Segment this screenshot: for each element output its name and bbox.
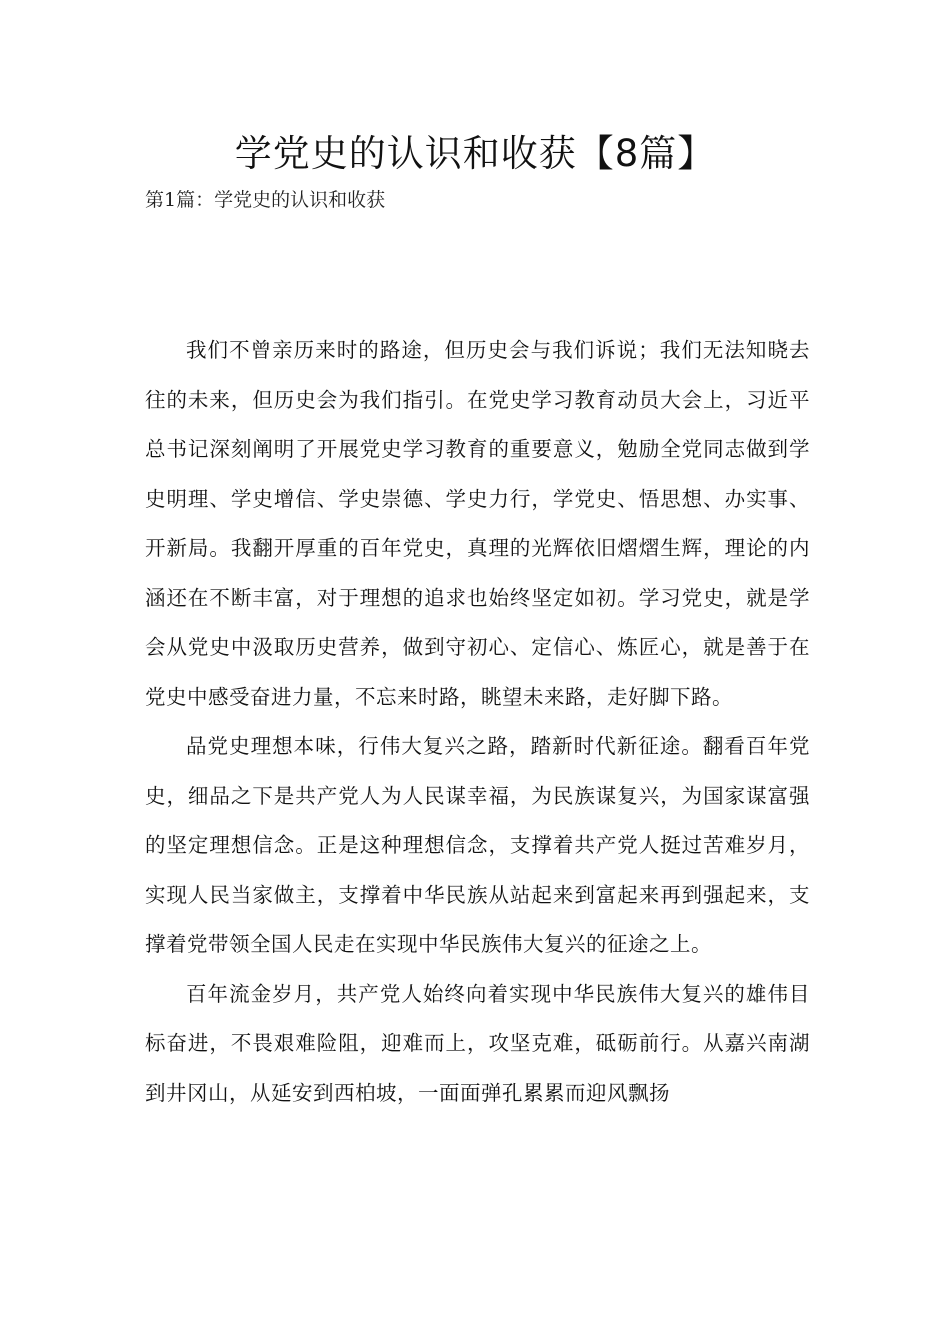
paragraph: 我们不曾亲历来时的路途，但历史会与我们诉说；我们无法知晓去往的未来，但历史会为我们指引。在党史学习教育动员大会上，习近平总书记深刻阐明了开展党史学习教育的重要意义，勉励全党同志做到学史明理、学史增信、学史崇德、学史力行，学党史、悟思想、办实事、开新局。我翻开厚重的百年党史，真理的光辉依旧熠熠生辉，理论的内涵还在不断丰富，对于理想的追求也始终坚定如初。学习党史，就是学会从党史中汲取历史营养，做到守初心、定信心、炼匠心，就是善于在党史中感受奋进力量，不忘来时路，眺望未来路，走好脚下路。 — [145, 338, 810, 709]
paragraph: 百年流金岁月，共产党人始终向着实现中华民族伟大复兴的雄伟目标奋进，不畏艰难险阻，迎难而上，攻坚克难，砥砺前行。从嘉兴南湖到井冈山，从延安到西柏坡，一面面弹孔累累而迎风飘扬 — [145, 981, 810, 1105]
document-title: 学党史的认识和收获【8篇】 — [234, 132, 716, 175]
body-text — [145, 326, 810, 1118]
paragraph: 品党史理想本味，行伟大复兴之路，踏新时代新征途。翻看百年党史，细品之下是共产党人为人民谋幸福，为民族谋复兴，为国家谋富强的坚定理想信念。正是这种理想信念，支撑着共产党人挺过苦难岁月，实现人民当家做主，支撑着中华民族从站起来到富起来再到强起来，支撑着党带领全国人民走在实现中华民族伟大复兴的征途之上。 — [145, 734, 810, 956]
section-heading: 第1篇：学党史的认识和收获 — [145, 189, 386, 211]
